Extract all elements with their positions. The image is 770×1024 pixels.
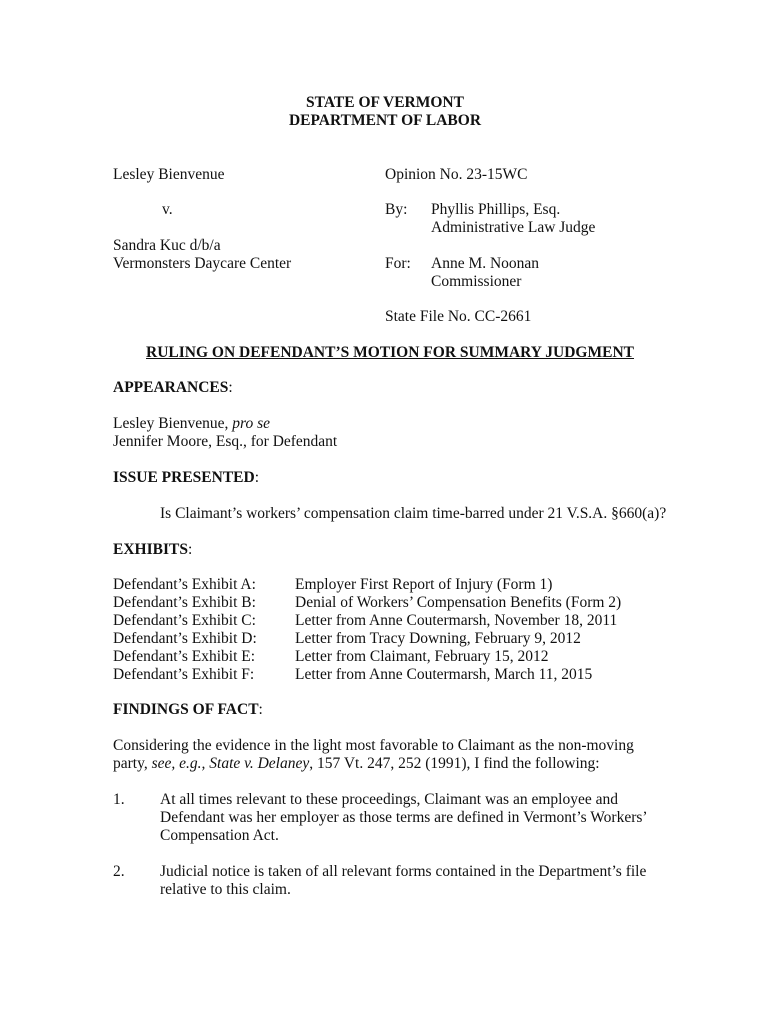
- state-file-number: State File No. CC-2661: [385, 308, 532, 325]
- exhibit-row: [113, 612, 256, 630]
- exhibit-row: [113, 630, 257, 648]
- appearances-heading-text: APPEARANCES: [113, 379, 229, 396]
- exhibits-heading: [113, 541, 192, 559]
- finding-text-line: Compensation Act.: [160, 827, 279, 844]
- finding-text-line: Judicial notice is taken of all relevant forms contained in the Department’s file: [160, 863, 647, 880]
- appearance-claimant-status: pro se: [232, 415, 270, 432]
- findings-intro-text: party,: [113, 755, 152, 772]
- exhibit-description: Letter from Claimant, February 15, 2012: [295, 648, 549, 665]
- exhibit-label: Defendant’s Exhibit D:: [113, 630, 257, 647]
- issue-heading-text: ISSUE PRESENTED: [113, 469, 255, 486]
- versus-text: v.: [162, 201, 173, 218]
- issue-colon: :: [254, 469, 260, 486]
- department-heading: DEPARTMENT OF LABOR: [288, 112, 482, 129]
- for-title: Commissioner: [431, 273, 522, 290]
- exhibit-row: [113, 594, 256, 612]
- exhibit-description: Letter from Anne Coutermarsh, March 11, 2015: [295, 666, 593, 683]
- exhibit-label: Defendant’s Exhibit E:: [113, 648, 256, 665]
- finding-number: 2.: [113, 863, 125, 880]
- appearances-heading: [113, 379, 233, 397]
- exhibit-row: [113, 666, 254, 684]
- issue-text: Is Claimant’s workers’ compensation claim time-barred under 21 V.S.A. §660(a)?: [160, 505, 667, 522]
- findings-heading-text: FINDINGS OF FACT: [113, 701, 259, 718]
- appearances-colon: :: [228, 379, 233, 396]
- claimant-name: Lesley Bienvenue: [113, 166, 225, 183]
- defendant-name: Sandra Kuc d/b/a: [113, 237, 221, 254]
- defendant-business: Vermonsters Daycare Center: [113, 255, 292, 272]
- finding-text-line: Defendant was her employer as those terms are defined in Vermont’s Workers’: [160, 809, 648, 826]
- exhibit-label: Defendant’s Exhibit F:: [113, 666, 255, 683]
- exhibit-row: [113, 576, 256, 594]
- state-heading: STATE OF VERMONT: [306, 94, 464, 111]
- for-name: Anne M. Noonan: [431, 255, 540, 272]
- exhibit-label: Defendant’s Exhibit B:: [113, 594, 256, 611]
- finding-text-line: At all times relevant to these proceedings, Claimant was an employee and: [160, 791, 618, 808]
- findings-intro-text: , 157 Vt. 247, 252 (1991), I find the following:: [309, 755, 600, 772]
- finding-number: 1.: [113, 791, 125, 808]
- issue-heading: [113, 469, 259, 487]
- case-citation: see, e.g., State v. Delaney: [151, 755, 310, 772]
- ruling-title: RULING ON DEFENDANT’S MOTION FOR SUMMARY JUDGMENT: [146, 344, 634, 361]
- findings-intro-citation-line: [113, 755, 600, 773]
- by-name: Phyllis Phillips, Esq.: [431, 201, 561, 218]
- exhibits-heading-text: EXHIBITS: [113, 541, 188, 558]
- exhibit-description: Denial of Workers’ Compensation Benefits (Form 2): [295, 594, 622, 611]
- exhibits-colon: :: [187, 541, 193, 558]
- findings-colon: :: [258, 701, 263, 718]
- opinion-number: Opinion No. 23-15WC: [385, 166, 528, 183]
- exhibit-label: Defendant’s Exhibit C:: [113, 612, 256, 629]
- exhibit-description: Letter from Anne Coutermarsh, November 18, 2011: [295, 612, 618, 629]
- findings-intro-line: Considering the evidence in the light most favorable to Claimant as the non-moving: [113, 737, 634, 754]
- by-title: Administrative Law Judge: [431, 219, 596, 236]
- exhibit-description: Letter from Tracy Downing, February 9, 2012: [295, 630, 581, 647]
- for-label: For:: [385, 255, 411, 272]
- exhibit-row: [113, 648, 255, 666]
- appearance-claimant-name: Lesley Bienvenue,: [113, 415, 233, 432]
- appearance-claimant: [113, 415, 270, 433]
- appearance-defendant: Jennifer Moore, Esq., for Defendant: [113, 433, 338, 450]
- finding-text-line: relative to this claim.: [160, 881, 291, 898]
- by-label: By:: [385, 201, 408, 218]
- exhibit-label: Defendant’s Exhibit A:: [113, 576, 256, 593]
- findings-heading: [113, 701, 263, 719]
- exhibit-description: Employer First Report of Injury (Form 1): [295, 576, 553, 593]
